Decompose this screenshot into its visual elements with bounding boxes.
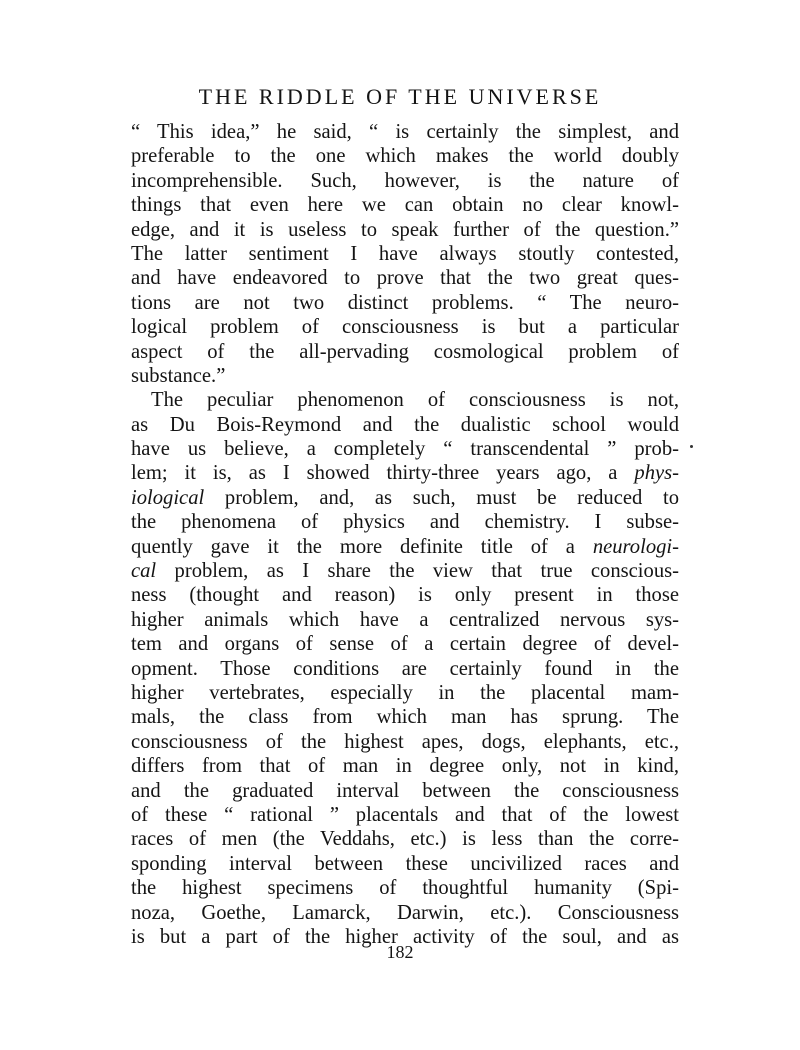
text-line <box>131 461 679 485</box>
italic-term: phys- <box>634 462 679 485</box>
text-line <box>131 559 679 583</box>
text-line: sponding interval between these uncivilized races and <box>131 852 679 875</box>
text-line: logical problem of consciousness is but a particular <box>131 316 679 339</box>
stray-ink-mark <box>690 445 693 448</box>
text-line: the highest specimens of thoughtful humanity (Spi- <box>131 877 679 900</box>
text-line: The peculiar phenomenon of consciousness is not, <box>151 389 679 412</box>
text-run: problem, as I share the view that true conscious- <box>156 560 679 583</box>
text-line: aspect of the all-pervading cosmological problem of <box>131 340 679 363</box>
text-line: the phenomena of physics and chemistry. I subse- <box>131 511 679 534</box>
text-line <box>131 486 679 510</box>
page-number: 182 <box>386 942 414 962</box>
text-line: tions are not two distinct problems. “ The neuro- <box>131 291 679 314</box>
text-line: consciousness of the highest apes, dogs, elephants, etc., <box>131 730 679 753</box>
text-line: races of men (the Veddahs, etc.) is less than the corre- <box>131 828 679 851</box>
text-line: mals, the class from which man has sprung. The <box>131 706 679 729</box>
text-line: “ This idea,” he said, “ is certainly the simplest, and <box>131 121 679 143</box>
text-line: opment. Those conditions are certainly found in the <box>131 657 679 680</box>
text-line: The latter sentiment I have always stoutly contested, <box>131 242 679 265</box>
text-line: higher animals which have a centralized nervous sys- <box>131 608 679 631</box>
text-line: of these “ rational ” placentals and that of the lowest <box>131 803 679 826</box>
text-line: have us believe, a completely “ transcendental ” prob- <box>131 438 679 461</box>
text-line: things that even here we can obtain no clear knowl- <box>131 194 679 217</box>
text-line: ness (thought and reason) is only present in those <box>131 584 679 607</box>
text-line: tem and organs of sense of a certain degree of devel- <box>131 633 679 656</box>
text-line: and the graduated interval between the consciousness <box>131 779 679 802</box>
text-run: quently gave it the more definite title of a <box>131 535 593 558</box>
text-line: preferable to the one which makes the world doubly <box>131 145 679 168</box>
italic-term: cal <box>131 560 157 583</box>
italic-term: neurologi- <box>592 535 679 558</box>
italic-term: iological <box>131 486 205 509</box>
text-run: lem; it is, as I showed thirty-three years ago, a <box>131 462 635 485</box>
text-line: incomprehensible. Such, however, is the nature of <box>131 169 679 192</box>
text-line: higher vertebrates, especially in the placental mam- <box>131 681 679 704</box>
body-text <box>131 120 679 949</box>
text-line: differs from that of man in degree only, not in kind, <box>131 755 679 778</box>
text-line: as Du Bois-Reymond and the dualistic school would <box>131 413 679 436</box>
text-line: and have endeavored to prove that the two great ques- <box>131 267 679 290</box>
text-line: edge, and it is useless to speak further of the question.” <box>131 218 679 241</box>
text-line: noza, Goethe, Lamarck, Darwin, etc.). Consciousness <box>131 901 679 924</box>
text-line: is but a part of the higher activity of the soul, and as <box>131 925 679 948</box>
text-run: problem, and, as such, must be reduced to <box>204 486 679 509</box>
text-line: substance.” <box>131 364 226 387</box>
running-head: THE RIDDLE OF THE UNIVERSE <box>198 84 602 109</box>
text-line <box>131 535 679 559</box>
